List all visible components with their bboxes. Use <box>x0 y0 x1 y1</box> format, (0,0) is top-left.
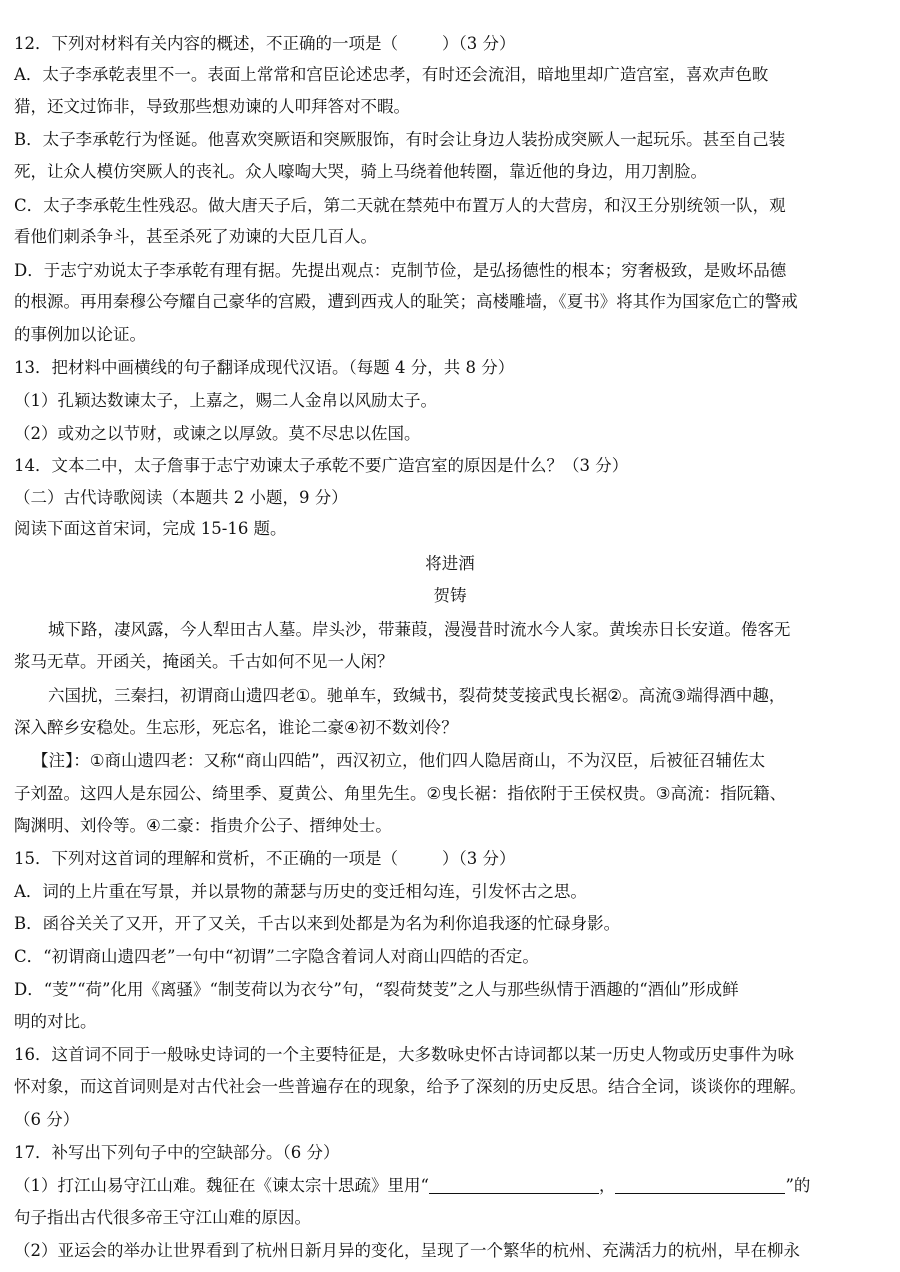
answer-blank-2[interactable] <box>615 1177 785 1194</box>
q17-item-2: （2）亚运会的举办让世界看到了杭州日新月异的变化，呈现了一个繁华的杭州、充满活力的杭州，早在柳永 <box>14 1241 800 1260</box>
poem-note-cont2: 陶渊明、刘伶等。④二豪：指贵介公子、搢绅处士。 <box>14 816 392 835</box>
q13-sentence-1: （1）孔颖达数谏太子，上嘉之，赐二人金帛以风励太子。 <box>14 391 437 410</box>
q12-stem: 12．下列对材料有关内容的概述，不正确的一项是（ ）（3 分） <box>14 34 516 53</box>
q14-stem: 14．文本二中，太子詹事于志宁劝谏太子承乾不要广造宫室的原因是什么？（3 分） <box>14 456 629 475</box>
q15-stem: 15．下列对这首词的理解和赏析，不正确的一项是（ ）（3 分） <box>14 849 516 868</box>
q12-option-b-cont: 死，让众人模仿突厥人的丧礼。众人嚎啕大哭，骑上马绕着他转圈，靠近他的身边，用刀割脸。 <box>14 162 707 181</box>
answer-blank-1[interactable] <box>429 1177 599 1194</box>
q13-stem: 13．把材料中画横线的句子翻译成现代汉语。（每题 4 分，共 8 分） <box>14 358 515 377</box>
q13-sentence-2: （2）或劝之以节财，或谏之以厚敛。莫不尽忠以佐国。 <box>14 424 421 443</box>
q15-option-b: B．函谷关关了又开，开了又关，千古以来到处都是为名为利你追我逐的忙碌身影。 <box>14 914 621 933</box>
q17-item-1: （1）打江山易守江山难。魏征在《谏太宗十思疏》里用“ ， ”的 <box>14 1176 811 1195</box>
q16-stem: 16．这首词不同于一般咏史诗词的一个主要特征是，大多数咏史怀古诗词都以某一历史人物或历史事件为咏 <box>14 1045 794 1064</box>
poem-note-cont: 子刘盈。这四人是东园公、绮里季、夏黄公、角里先生。②曳长裾：指依附于王侯权贵。③高流：指阮籍、 <box>14 784 787 803</box>
q12-option-b: B．太子李承乾行为怪诞。他喜欢突厥语和突厥服饰，有时会让身边人装扮成突厥人一起玩乐。甚至自己装 <box>14 130 786 149</box>
q12-option-a-cont: 猎，还文过饰非，导致那些想劝谏的人叩拜答对不暇。 <box>14 97 410 116</box>
q15-option-d-cont: 明的对比。 <box>14 1012 97 1031</box>
section-intro: 阅读下面这首宋词，完成 15-16 题。 <box>14 519 287 538</box>
q12-option-d-cont: 的根源。再用秦穆公夸耀自己豪华的宫殿，遭到西戎人的耻笑；高楼雕墙，《夏书》将其作为国家危亡的警戒 <box>14 292 798 311</box>
q12-option-d: D．于志宁劝说太子李承乾有理有据。先提出观点：克制节俭，是弘扬德性的根本；穷奢极致，是败坏品德 <box>14 261 787 280</box>
q15-option-a: A．词的上片重在写景，并以景物的萧瑟与历史的变迁相勾连，引发怀古之思。 <box>14 882 587 901</box>
q12-option-d-cont2: 的事例加以论证。 <box>14 325 146 344</box>
poem-stanza-2: 六国扰，三秦扫，初谓商山遗四老①。驰单车，致缄书，裂荷焚芰接武曳长裾②。高流③端得酒中趣， <box>48 686 786 705</box>
q16-score: （6 分） <box>14 1110 80 1129</box>
poem-title: 将进酒 <box>425 554 475 573</box>
poem-stanza-1-cont: 浆马无草。开函关，掩函关。千古如何不见一人闲？ <box>14 652 394 671</box>
q12-option-c: C．太子李承乾生性残忍。做大唐天子后，第二天就在禁苑中布置万人的大营房，和汉王分别统领一队，观 <box>14 196 786 215</box>
poem-note: 【注】：①商山遗四老：又称“商山四皓”，西汉初立，他们四人隐居商山，不为汉臣，后被征召辅佐太 <box>32 751 766 770</box>
q15-option-c: C．“初谓商山遗四老”一句中“初谓”二字隐含着词人对商山四皓的否定。 <box>14 947 539 966</box>
poem-stanza-1: 城下路，凄风露，今人犁田古人墓。岸头沙，带蒹葭，漫漫昔时流水今人家。黄埃赤日长安道。倦客无 <box>48 620 791 639</box>
poem-author: 贺铸 <box>433 586 467 605</box>
q17-item-1-cont: 句子指出古代很多帝王守江山难的原因。 <box>14 1208 311 1227</box>
section-heading: （二）古代诗歌阅读（本题共 2 小题，9 分） <box>14 488 348 507</box>
q15-option-d: D．“芰”“荷”化用《离骚》“制芰荷以为衣兮”句，“裂荷焚芰”之人与那些纵情于酒趣的“酒仙”形成鲜 <box>14 980 739 999</box>
q16-stem-cont: 怀对象，而这首词则是对古代社会一些普遍存在的现象，给予了深刻的历史反思。结合全词，谈谈你的理解。 <box>14 1077 806 1096</box>
poem-stanza-2-cont: 深入醉乡安稳处。生忘形，死忘名，谁论二豪④初不数刘伶？ <box>14 718 458 737</box>
q12-option-c-cont: 看他们刺杀争斗，甚至杀死了劝谏的大臣几百人。 <box>14 227 377 246</box>
q12-option-a: A．太子李承乾表里不一。表面上常常和宫臣论述忠孝，有时还会流泪，暗地里却广造宫室，喜欢声色畋 <box>14 65 769 84</box>
q17-stem: 17．补写出下列句子中的空缺部分。（6 分） <box>14 1143 340 1162</box>
